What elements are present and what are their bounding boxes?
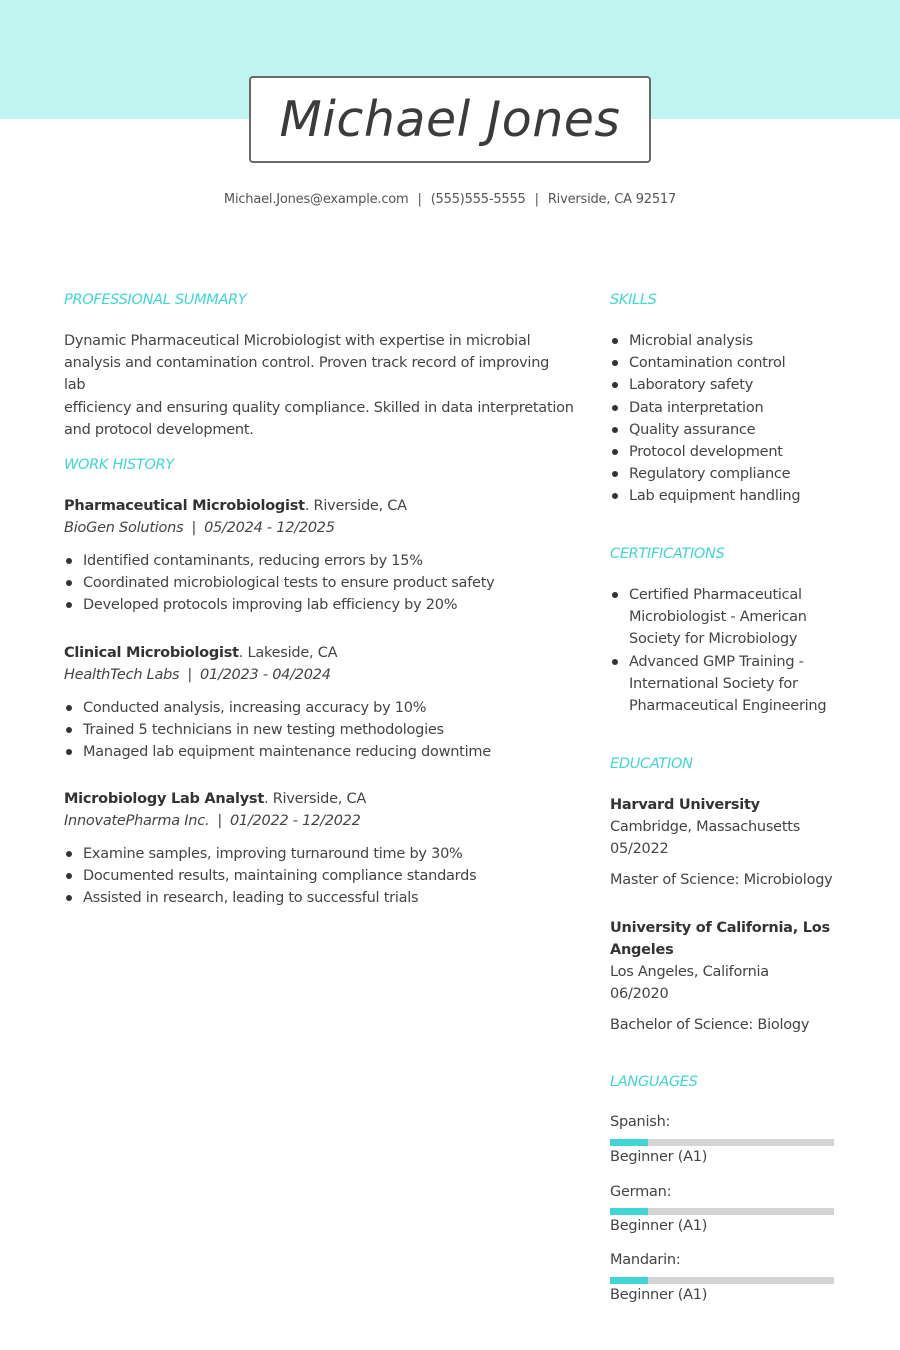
skill-item: Microbial analysis	[610, 330, 850, 352]
certification-line: Society for Microbiology	[629, 631, 798, 648]
job-location: . Riverside, CA	[264, 791, 367, 807]
certifications-list	[610, 584, 860, 717]
job-position: Microbiology Lab Analyst	[64, 791, 264, 807]
certification-line: International Society for	[629, 675, 798, 692]
work-heading: WORK HISTORY	[64, 457, 174, 473]
job-dates: 01/2023 - 04/2024	[200, 667, 331, 683]
skill-item: Regulatory compliance	[610, 463, 850, 485]
skills-heading: SKILLS	[610, 292, 657, 308]
job-bullets	[64, 697, 491, 764]
job-company: BioGen Solutions	[64, 520, 184, 536]
job-bullet: Developed protocols improving lab efficiency by 20%	[64, 594, 495, 616]
job-bullet: Conducted analysis, increasing accuracy by 10%	[64, 697, 491, 719]
skill-item: Laboratory safety	[610, 374, 850, 396]
certification-line: Advanced GMP Training -	[629, 653, 804, 670]
job-bullets	[64, 843, 476, 910]
summary-line: analysis and contamination control. Proven track record of improving lab	[64, 355, 550, 394]
contact-phone: (555)555-5555	[430, 192, 526, 207]
summary-text	[64, 330, 574, 441]
skill-item: Protocol development	[610, 441, 850, 463]
job-company: HealthTech Labs	[64, 667, 180, 683]
language-proficiency-bar	[610, 1139, 834, 1146]
language-proficiency-fill	[610, 1208, 648, 1215]
job-bullet: Assisted in research, leading to successful trials	[64, 887, 476, 909]
summary-heading: PROFESSIONAL SUMMARY	[64, 292, 247, 308]
job-separator: |	[217, 813, 222, 829]
job-separator: |	[187, 667, 192, 683]
job-dates: 05/2024 - 12/2025	[204, 520, 335, 536]
job-meta	[64, 667, 331, 683]
job-bullet: Managed lab equipment maintenance reducing downtime	[64, 741, 491, 763]
contact-email: Michael.Jones@example.com	[223, 192, 409, 207]
job-title	[64, 498, 407, 514]
education-date: 05/2022	[610, 841, 669, 857]
education-school: University of California, Los	[610, 920, 830, 936]
job-location: . Riverside, CA	[304, 498, 407, 514]
job-title	[64, 645, 337, 661]
summary-line: Dynamic Pharmaceutical Microbiologist with expertise in microbial	[64, 333, 531, 349]
education-school: Angeles	[610, 942, 674, 958]
job-separator: |	[191, 520, 197, 536]
skill-item: Data interpretation	[610, 397, 850, 419]
contact-line	[0, 192, 900, 207]
language-name: German:	[610, 1184, 672, 1200]
summary-line: and protocol development.	[64, 421, 254, 438]
certification-line: Certified Pharmaceutical	[629, 587, 802, 603]
education-degree: Bachelor of Science: Biology	[610, 1017, 810, 1033]
job-position: Clinical Microbiologist	[64, 645, 239, 661]
certification-item	[610, 651, 860, 718]
job-bullet: Documented results, maintaining compliance standards	[64, 865, 476, 887]
language-level: Beginner (A1)	[610, 1149, 708, 1165]
education-place: Cambridge, Massachusetts	[610, 819, 801, 835]
job-bullets	[64, 550, 495, 617]
skill-item: Quality assurance	[610, 419, 850, 441]
education-heading: EDUCATION	[610, 756, 693, 772]
job-dates: 01/2022 - 12/2022	[229, 813, 361, 829]
certification-line: Microbiologist - American	[629, 609, 807, 626]
job-meta	[64, 520, 335, 536]
skills-list	[610, 330, 850, 508]
language-name: Mandarin:	[610, 1252, 681, 1268]
candidate-name: Michael Jones	[279, 91, 621, 148]
education-date: 06/2020	[610, 986, 669, 1002]
certification-line: Pharmaceutical Engineering	[629, 698, 827, 715]
contact-separator: |	[417, 192, 422, 207]
language-level: Beginner (A1)	[610, 1218, 708, 1234]
contact-location: Riverside, CA 92517	[547, 192, 677, 207]
skill-item: Contamination control	[610, 352, 850, 374]
job-bullet: Identified contaminants, reducing errors by 15%	[64, 550, 495, 572]
skill-item: Lab equipment handling	[610, 485, 850, 507]
job-bullet: Trained 5 technicians in new testing methodologies	[64, 719, 491, 741]
language-proficiency-bar	[610, 1277, 834, 1284]
job-bullet: Examine samples, improving turnaround time by 30%	[64, 843, 476, 865]
job-meta	[64, 813, 361, 829]
education-school: Harvard University	[610, 797, 760, 813]
job-position: Pharmaceutical Microbiologist	[64, 498, 305, 514]
job-location: . Lakeside, CA	[238, 645, 338, 661]
job-bullet: Coordinated microbiological tests to ensure product safety	[64, 572, 495, 594]
education-place: Los Angeles, California	[610, 964, 769, 980]
language-proficiency-fill	[610, 1139, 648, 1146]
name-box	[249, 76, 651, 163]
education-degree: Master of Science: Microbiology	[610, 872, 833, 888]
language-level: Beginner (A1)	[610, 1287, 708, 1303]
job-title	[64, 791, 366, 807]
certification-item	[610, 584, 860, 651]
summary-line: efficiency and ensuring quality compliance. Skilled in data interpretation	[64, 399, 574, 416]
job-company: InnovatePharma Inc.	[64, 813, 210, 829]
certifications-heading: CERTIFICATIONS	[610, 546, 725, 562]
language-proficiency-fill	[610, 1277, 648, 1284]
language-proficiency-bar	[610, 1208, 834, 1215]
language-name: Spanish:	[610, 1114, 671, 1130]
contact-separator: |	[534, 192, 539, 207]
languages-heading: LANGUAGES	[610, 1074, 698, 1090]
